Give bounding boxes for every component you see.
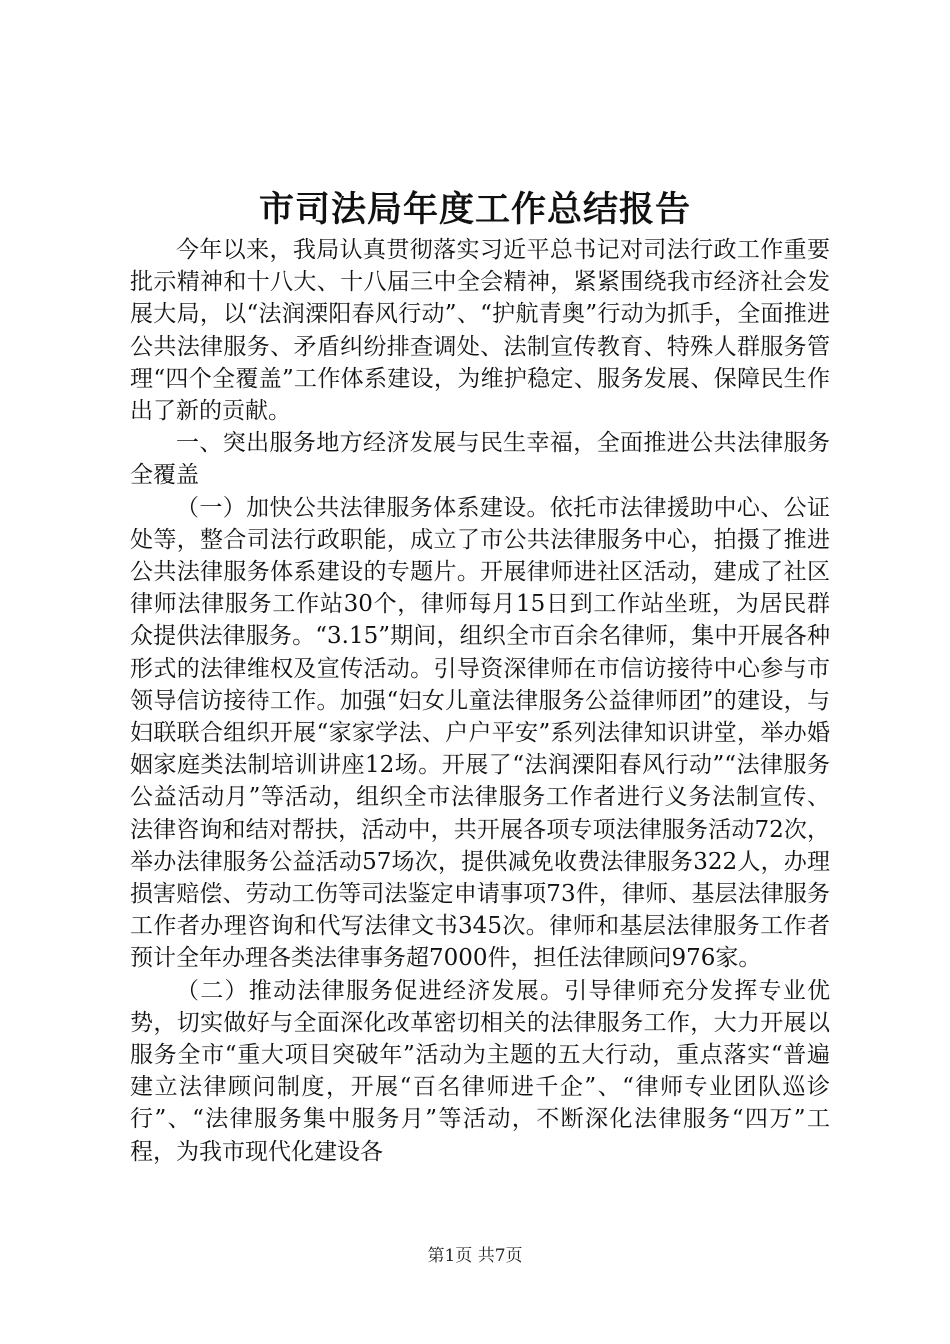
page-number: 第1页 共7页 bbox=[427, 1246, 523, 1266]
document-title: 市司法局年度工作总结报告 bbox=[258, 189, 691, 230]
document-body bbox=[130, 234, 830, 1168]
section-heading-1: 一、突出服务地方经济发展与民生幸福，全面推进公共法律服务全覆盖 bbox=[130, 430, 830, 489]
paragraph-intro: 今年以来，我局认真贯彻落实习近平总书记对司法行政工作重要批示精神和十八大、十八届三中全会精神，紧紧围绕我市经济社会发展大局，以“法润溧阳春风行动”、“护航青奥”行动为抓手，全面推进公共法律服务、矛盾纠纷排查调处、法制宣传教育、特殊人群服务管理“四个全覆盖”工作体系建设，为维护稳定、服务发展、保障民生作出了新的贡献。 bbox=[130, 237, 830, 425]
paragraph-subsection-1: （一）加快公共法律服务体系建设。依托市法律援助中心、公证处等，整合司法行政职能，成立了市公共法律服务中心，拍摄了推进公共法律服务体系建设的专题片。开展律师进社区活动，建成了社区律师法律服务工作站30个，律师每月15日到工作站坐班，为居民群众提供法律服务。“3.15”期间，组织全市百余名律师，集中开展各种形式的法律维权及宣传活动。引导资深律师在市信访接待中心参与市领导信访接待工作。加强“妇女儿童法律服务公益律师团”的建设，与妇联联合组织开展“家家学法、户户平安”系列法律知识讲堂，举办婚姻家庭类法制培训讲座12场。开展了“法润溧阳春风行动”“法律服务公益活动月”等活动，组织全市法律服务工作者进行义务法制宣传、法律咨询和结对帮扶，活动中，共开展各项专项法律服务活动72次，举办法律服务公益活动57场次，提供减免收费法律服务322人，办理损害赔偿、劳动工伤等司法鉴定申请事项73件，律师、基层法律服务工作者办理咨询和代写法律文书345次。律师和基层法律服务工作者预计全年办理各类法律事务超7000件，担任法律顾问976家。 bbox=[130, 494, 830, 972]
paragraph-subsection-2: （二）推动法律服务促进经济发展。引导律师充分发挥专业优势，切实做好与全面深化改革密切相关的法律服务工作，大力开展以服务全市“重大项目突破年”活动为主题的五大行动，重点落实“普遍建立法律顾问制度，开展“百名律师进千企”、“律师专业团队巡诊行”、“法律服务集中服务月”等活动，不断深化法律服务“四万”工程，为我市现代化建设各 bbox=[130, 977, 830, 1165]
